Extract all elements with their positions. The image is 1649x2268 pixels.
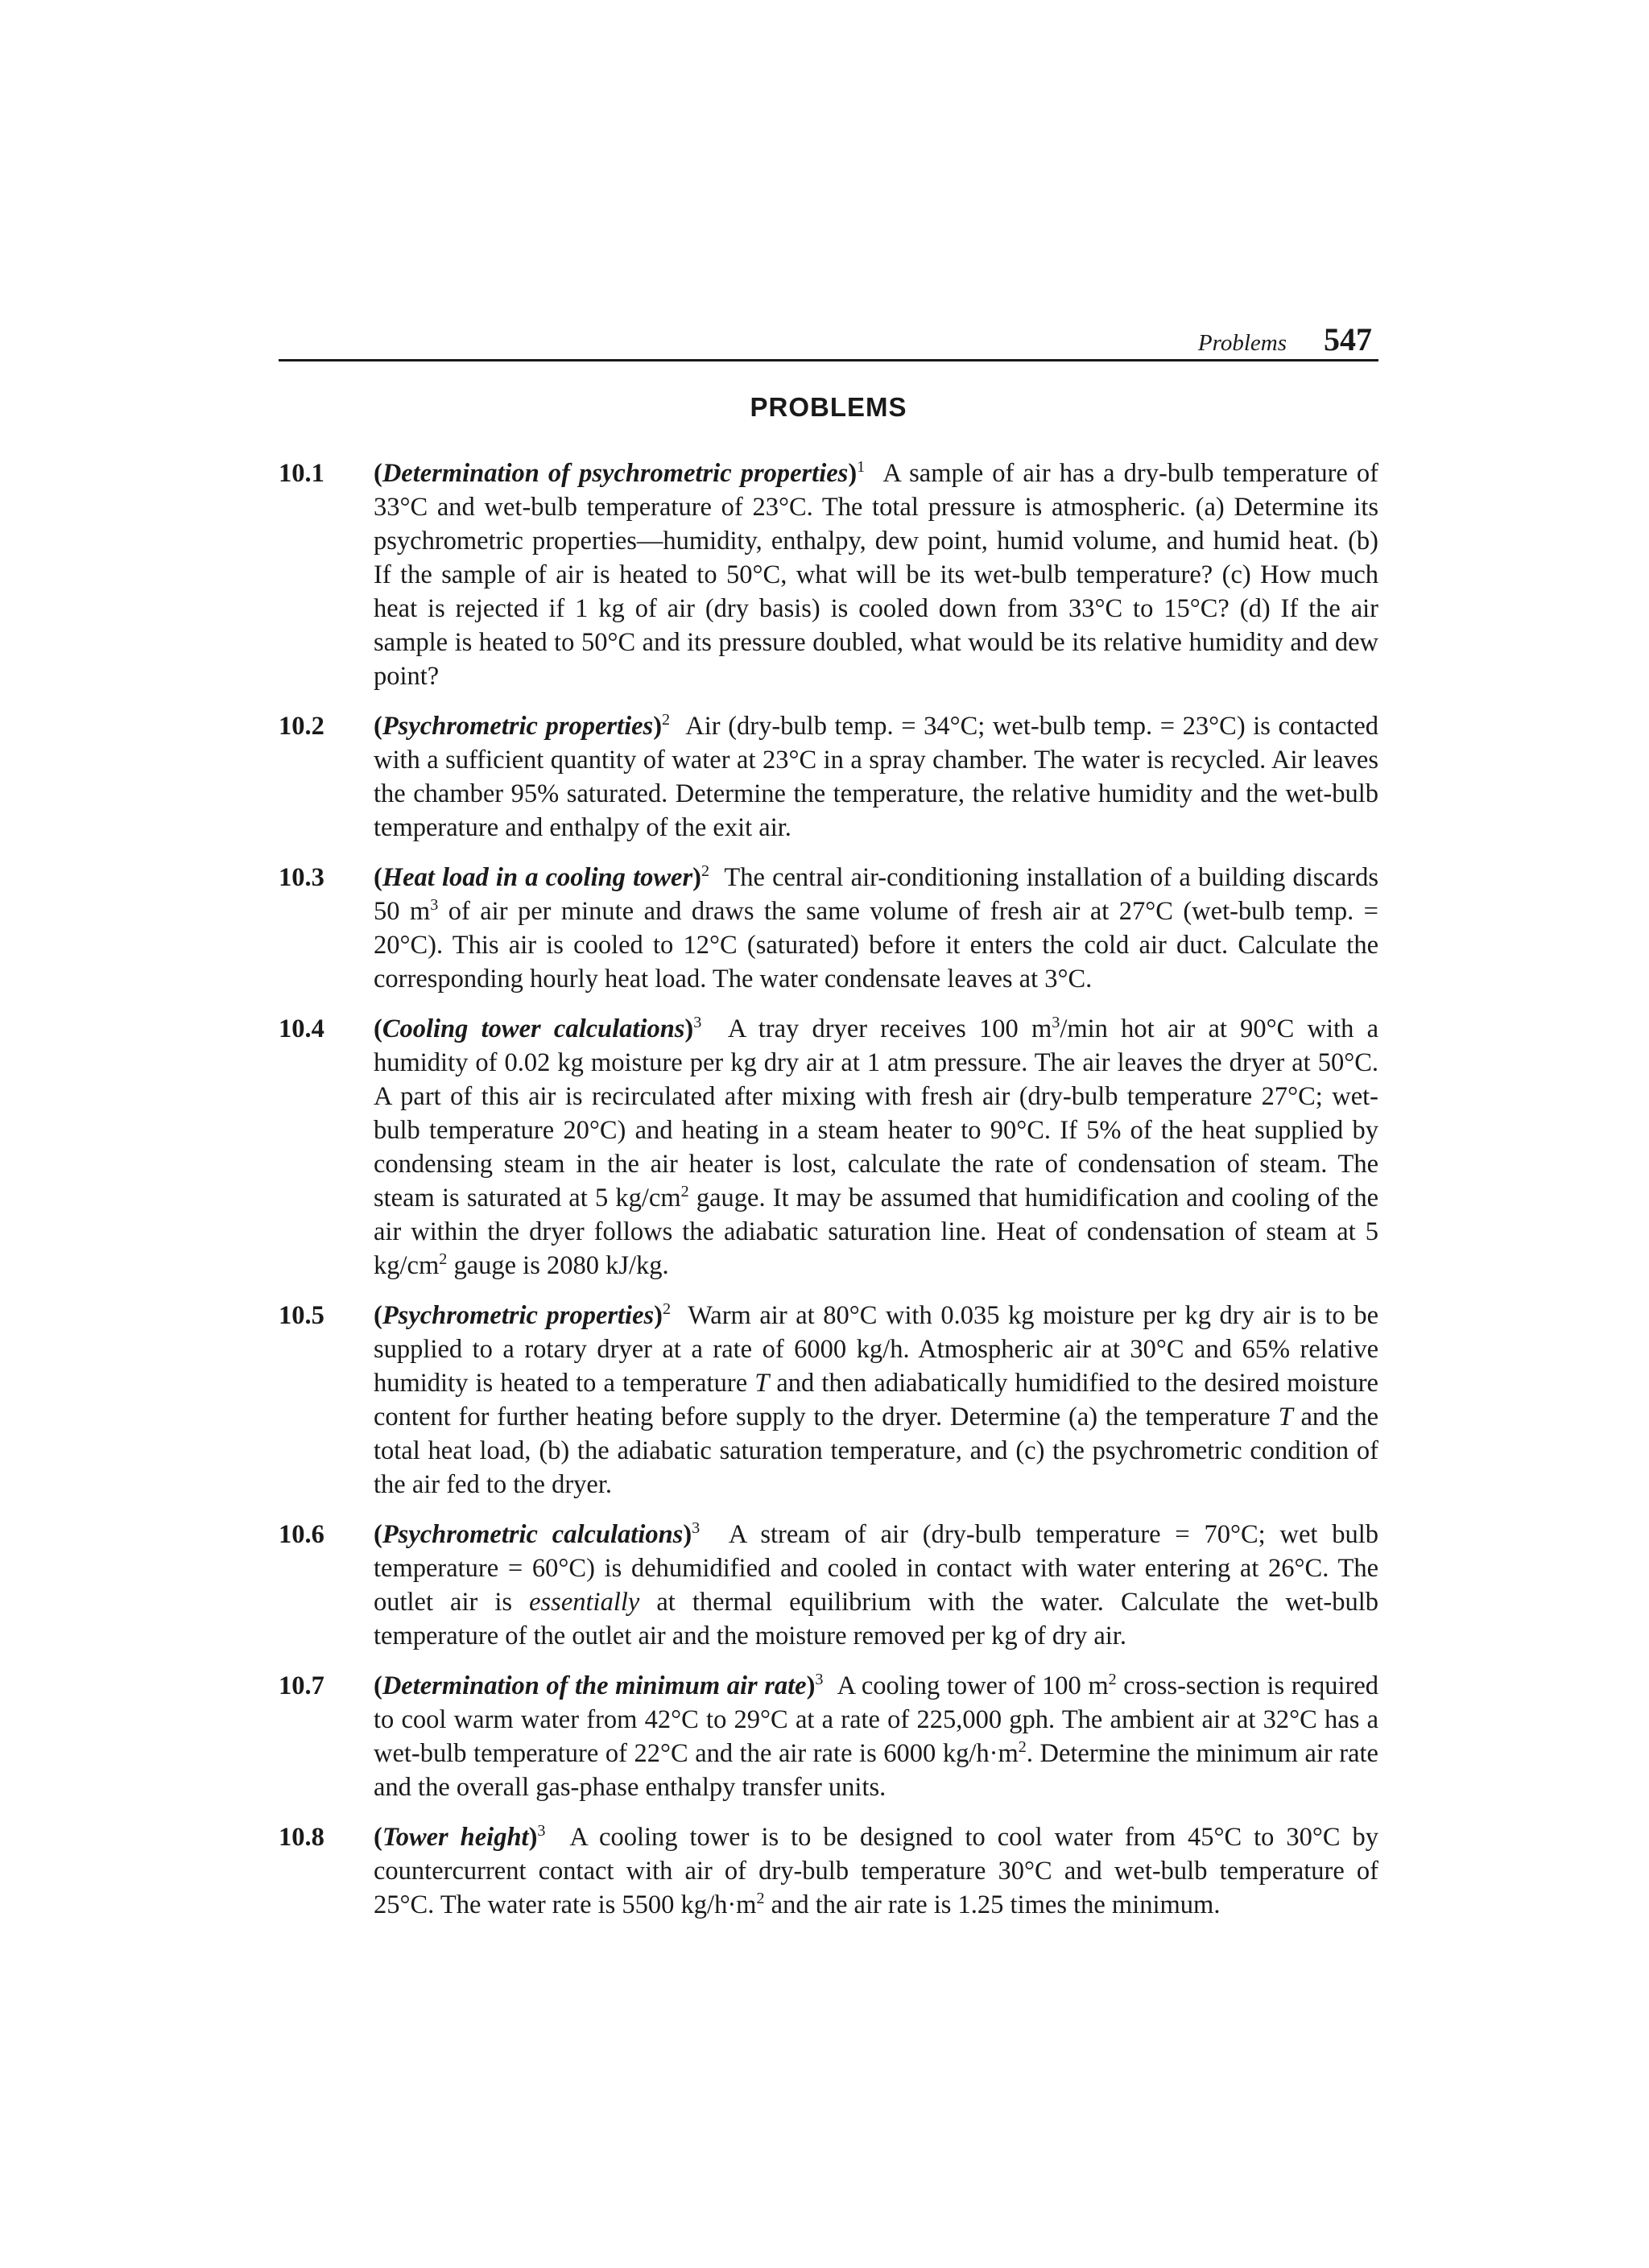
problem-title: (Psychrometric properties) [374, 712, 663, 741]
running-head [279, 320, 1378, 357]
reference-number: 2 [662, 1299, 672, 1318]
problem-text: A tray dryer receives 100 $m^3/\min$ hot air at 90°C with a humidity of 0.02 kg moisture per kg dry air at 1 atm pressure. The air leaves the dryer at 50°C. A part of this air is recirculated after mixing with fresh air (dry-bulb temperature 27°C; wet-bulb temperature 20°C) and heating in a steam heater to 90°C. If 5% of the heat supplied by condensing steam in the air heater is lost, calculate the rate of condensation of steam. The steam is saturated at 5 $kg/cm^2$ gauge. It may be assumed that humidification and cooling of the air within the dryer follows the adiabatic saturation line. Heat of condensation of steam at 5 $kg/cm^2$ gauge is 2080 kJ/kg. [374, 1013, 1379, 1280]
running-title: Problems [1197, 330, 1287, 356]
problem-10-7 [279, 1669, 1378, 1804]
problem-body [374, 1518, 1378, 1653]
reference-number: 2 [701, 861, 710, 880]
problem-title: (Psychrometric calculations) [374, 1520, 692, 1549]
reference-number: 3 [537, 1821, 546, 1840]
problem-body [374, 1669, 1378, 1804]
reference-number: 3 [693, 1013, 702, 1031]
problem-text: The central air-conditioning installation of a building discards 50 $m^3$ of air per minute and draws the same volume of fresh air at 27°C (wet-bulb temp. = 20°C). This air is cooled to 12°C (saturated) before it enters the cold air duct. Calculate the corresponding hourly heat load. The water condensate leaves at 3°C. [374, 863, 1379, 994]
problem-10-4 [279, 1012, 1378, 1283]
problem-10-5 [279, 1299, 1378, 1502]
page-number: 547 [1324, 321, 1372, 357]
problem-number: 10.8 [279, 1823, 324, 1852]
problem-text: Warm air at 80°C with 0.035 kg moisture per kg dry air is to be supplied to a rotary dryer at a rate of 6000 kg/h. Atmospheric air at 30°C and 65% relative humidity is heated to a temperature T and then adiabatically humidified to the desired moisture content for further heating before supply to the dryer. Determine (a) the temperature T and the total heat load, (b) the adiabatic saturation temperature, and (c) the psychrometric condition of the air fed to the dryer. [374, 1301, 1379, 1499]
problem-10-2 [279, 709, 1378, 845]
problem-title: (Determination of the minimum air rate) [374, 1671, 816, 1700]
problem-title: (Psychrometric properties) [374, 1301, 663, 1330]
problem-number: 10.7 [279, 1671, 324, 1700]
reference-number: 3 [692, 1518, 701, 1537]
problem-body [374, 456, 1378, 693]
header-rule [279, 359, 1378, 361]
problem-text: A stream of air (dry-bulb temperature = 70°C; wet bulb temperature = 60°C) is dehumidified and cooled in contact with water entering at 26°C. The outlet air is essentially at thermal equilibrium with the water. Calculate the wet-bulb temperature of the outlet air and the moisture removed per kg of dry air. [374, 1520, 1378, 1650]
problem-body [374, 861, 1378, 996]
problem-10-6 [279, 1518, 1378, 1653]
problem-text: A cooling tower of 100 $m^2$ cross-section is required to cool warm water from 42°C to 29°C at a rate of 225,000 gph. The ambient air at 32°C has a wet-bulb temperature of 22°C and the air rate is 6000 $kg/h\cdot m^2$. Determine the minimum air rate and the overall gas-phase enthalpy transfer units. [374, 1670, 1379, 1802]
problem-text: Air (dry-bulb temp. = 34°C; wet-bulb temp. = 23°C) is contacted with a sufficient quantity of water at 23°C in a spray chamber. The water is recycled. Air leaves the chamber 95% saturated. Determine the temperature, the relative humidity and the wet-bulb temperature and enthalpy of the exit air. [374, 712, 1379, 842]
problem-number: 10.6 [279, 1520, 324, 1549]
problem-body [374, 1012, 1378, 1283]
problem-body [374, 709, 1378, 845]
problem-title: (Tower height) [374, 1823, 538, 1852]
problem-text: A sample of air has a dry-bulb temperature of 33°C and wet-bulb temperature of 23°C. The total pressure is atmospheric. (a) Determine its psychrometric properties—humidity, enthalpy, dew point, humid volume, and humid heat. (b) If the sample of air is heated to 50°C, what will be its wet-bulb temperature? (c) How much heat is rejected if 1 kg of air (dry basis) is cooled down from 33°C to 15°C? (d) If the air sample is heated to 50°C and its pressure doubled, what would be its relative humidity and dew point? [374, 459, 1379, 691]
problem-number: 10.5 [279, 1301, 324, 1330]
problem-body [374, 1820, 1378, 1922]
problem-text: A cooling tower is to be designed to cool water from 45°C to 30°C by countercurrent contact with air of dry-bulb temperature 30°C and wet-bulb temperature of 25°C. The water rate is 5500 $kg/h\cdot m^2$ and the air rate is 1.25 times the minimum. [374, 1823, 1378, 1919]
page [279, 320, 1378, 1938]
problem-number: 10.1 [279, 459, 324, 488]
problem-number: 10.4 [279, 1014, 324, 1043]
problem-10-8 [279, 1820, 1378, 1922]
problem-number: 10.3 [279, 863, 324, 892]
problem-number: 10.2 [279, 712, 324, 741]
reference-number: 3 [815, 1670, 824, 1688]
reference-number: 1 [857, 457, 866, 476]
section-title: PROBLEMS [750, 392, 907, 422]
reference-number: 2 [662, 710, 671, 729]
problem-10-3 [279, 861, 1378, 996]
problem-10-1 [279, 456, 1378, 693]
problem-title: (Cooling tower calculations) [374, 1014, 694, 1043]
problem-body [374, 1299, 1378, 1502]
problem-title: (Heat load in a cooling tower) [374, 863, 701, 892]
problem-title: (Determination of psychrometric properties) [374, 459, 858, 488]
